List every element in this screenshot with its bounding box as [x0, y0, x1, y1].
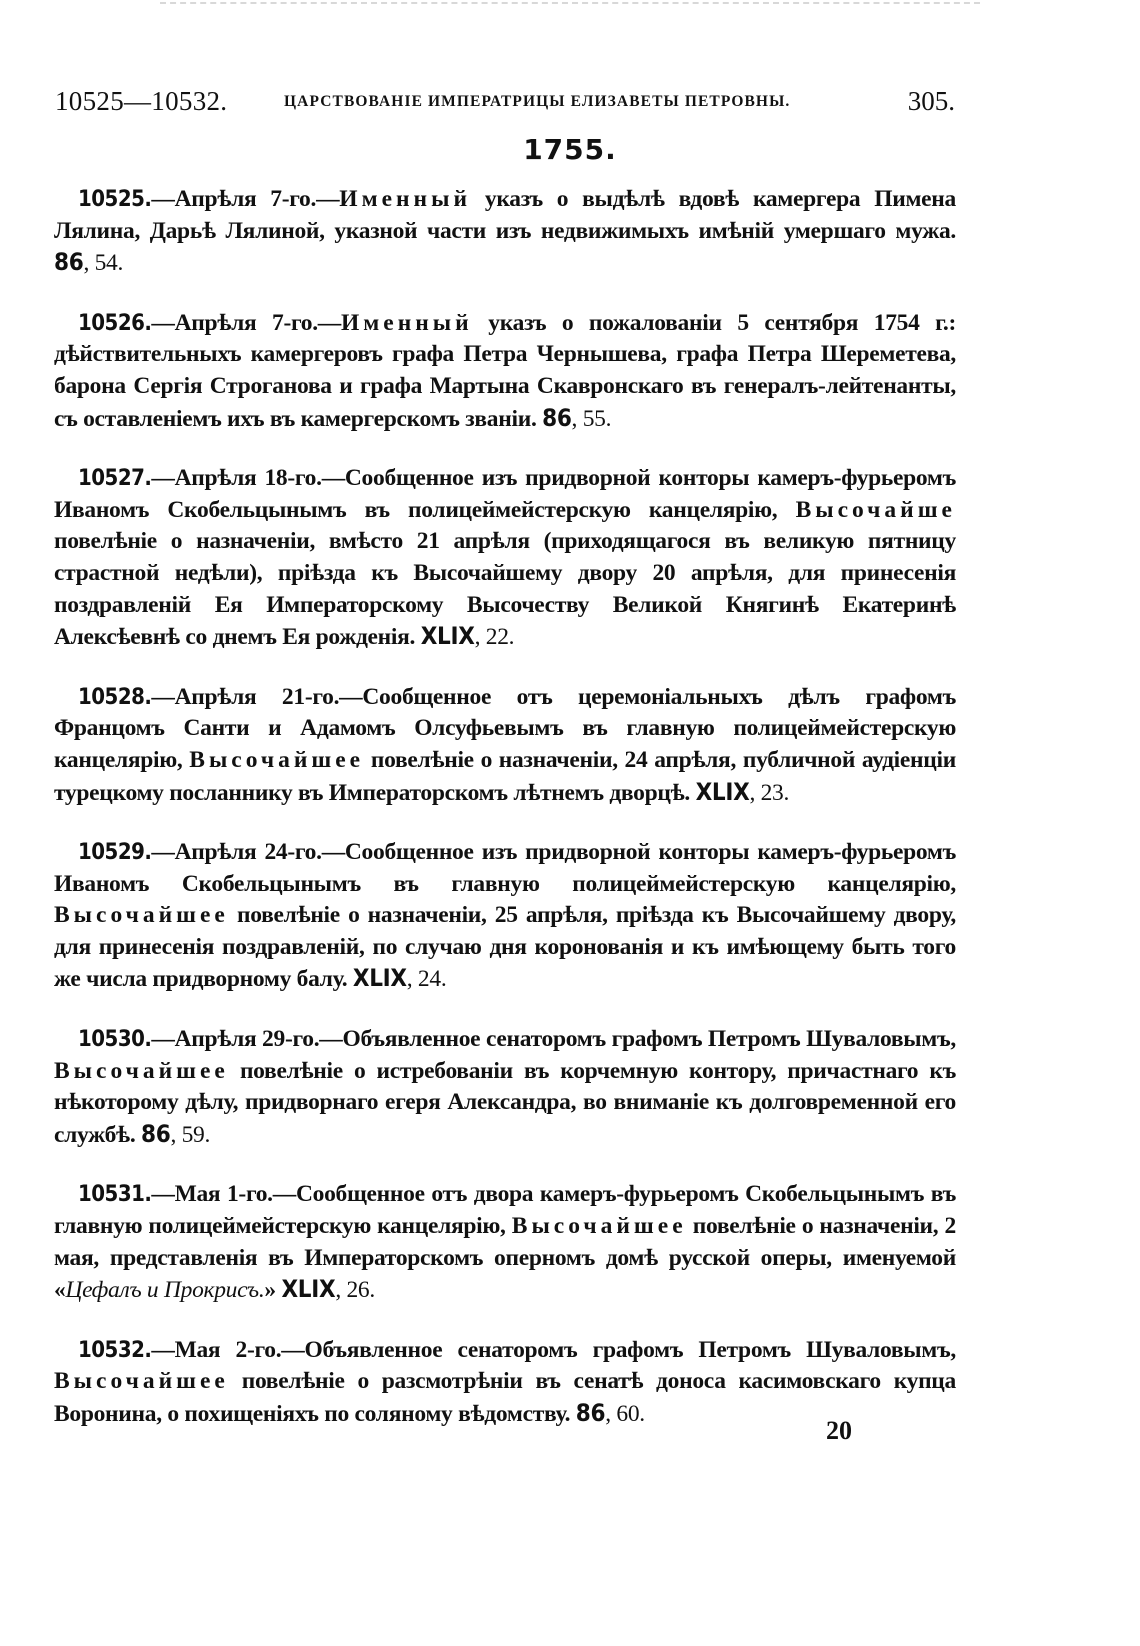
year-heading: 1755.	[523, 133, 617, 166]
entry-text: указъ о пожалованіи 5 сентября 1754 г.: дѣйствительныхъ камергеровъ графа Петра Чернышева, графа Петра Шереметева, барона Сергія Строганова и графа Мартына Скавронскаго въ генералъ-лейтенанты, съ оставленіемъ ихъ въ камергерскомъ званіи.	[54, 309, 957, 432]
printer-signature: 20	[826, 1416, 852, 1445]
entry-spaced-word: Высочайшее	[54, 1368, 229, 1395]
entry-number: 10531.	[78, 1182, 152, 1208]
entry-number: 10528.	[78, 684, 152, 710]
entry-spaced-word: Именный	[340, 309, 473, 336]
entry-text: повелѣніе о истребованіи въ корчемную контору, причастнаго къ нѣкоторому дѣлу, придворнаго егеря Александра, во вниманіе къ долговременной его службѣ.	[54, 1057, 956, 1148]
entry-range: 10525—10532.	[55, 86, 228, 116]
entry-text: —Апрѣля 7-го.—	[151, 186, 340, 212]
source-volume: 86	[54, 248, 84, 277]
source-volume: 86	[575, 1399, 606, 1427]
entry-text: —Апрѣля 21-го.—Сообщенное отъ церемоніальныхъ дѣлъ графомъ Францомъ Санти и Адамомъ Олсуфьевымъ въ главную полицеймейстерскую канцелярію,	[54, 683, 956, 773]
entry-number: 10530.	[78, 1027, 152, 1053]
source-volume: 86	[141, 1119, 171, 1148]
source-volume: XLIX	[420, 622, 475, 651]
entry	[54, 184, 956, 280]
entries-list	[54, 184, 956, 1459]
source-volume: XLIX	[281, 1275, 336, 1304]
opera-title: Цефалъ и Прокрисъ.	[65, 1277, 265, 1304]
entry-number: 10525.	[78, 187, 152, 212]
source-volume: XLIX	[695, 777, 750, 806]
source-page: , 55.	[571, 405, 612, 432]
entry-number: 10532.	[78, 1337, 152, 1363]
entry	[54, 463, 956, 654]
entry-spaced-word: Высочайшее	[54, 1057, 229, 1084]
source-volume: 86	[542, 403, 572, 432]
entry-text: —Апрѣля 29-го.—Объявленное сенаторомъ графомъ Петромъ Шуваловымъ,	[151, 1026, 956, 1053]
source-page: , 22.	[474, 624, 515, 651]
entry-text: —Мая 1-го.—Сообщенное отъ двора камеръ-фурьеромъ Скобельцынымъ въ главную полицеймейстерскую канцелярію,	[54, 1181, 956, 1240]
entry-text: повелѣніе о назначеніи, 2 мая, представленія въ Императорскомъ оперномъ домѣ русской оперы, именуемой «	[54, 1213, 956, 1304]
entry	[54, 1335, 956, 1431]
source-volume: XLIX	[352, 964, 407, 993]
entry-spaced-word: Высочайшее	[189, 746, 365, 773]
entry-text: »	[264, 1277, 282, 1304]
entry-number: 10526.	[78, 310, 152, 336]
scan-edge-divider	[160, 2, 980, 4]
entry-text: —Апрѣля 7-го.—	[151, 309, 341, 336]
source-page: , 26.	[335, 1277, 375, 1304]
entry	[54, 837, 956, 996]
entry-text: —Апрѣля 24-го.—Сообщенное изъ придворной конторы камеръ-фурьеромъ Иваномъ Скобельцынымъ въ главную полицеймейстерскую канцелярію,	[54, 839, 956, 897]
entry-text: —Мая 2-го.—Объявленное сенаторомъ графомъ Петромъ Шуваловымъ,	[151, 1336, 956, 1363]
page-number: 305.	[907, 86, 955, 116]
reign-title: ЦАРСТВОВАНІЕ ИМПЕРАТРИЦЫ ЕЛИЗАВЕТЫ ПЕТРОВНЫ.	[284, 93, 791, 110]
entry-text: —Апрѣля 18-го.—Сообщенное изъ придворной конторы камеръ-фурьеромъ Иваномъ Скобельцынымъ въ полицеймейстерскую канцелярію,	[54, 465, 956, 523]
entry	[54, 682, 956, 809]
entry-text: повелѣніе о разсмотрѣніи въ сенатѣ доноса касимовскаго купца Воронина, о похищеніяхъ по соляному вѣдомству.	[54, 1368, 956, 1427]
entry-text: повелѣніе о назначеніи, 25 апрѣля, пріѣзда къ Высочайшему двору, для принесенія поздравленій, по случаю дня коронованія и къ имѣющему быть того же числа придворному балу.	[54, 902, 956, 993]
entry-spaced-word: Высочайшее	[511, 1213, 687, 1240]
running-header	[55, 86, 955, 120]
entry-spaced-word: Высочайшее	[54, 902, 229, 929]
entry-text: повелѣніе о назначеніи, вмѣсто 21 апрѣля (приходящагося въ великую пятницу страстной недѣли), пріѣзда къ Высочайшему двору 20 апрѣля, для принесенія поздравленій Ея Императорскому Высочеству Великой Княгинѣ Екатеринѣ Алексѣевнѣ со днемъ Ея рожденія.	[54, 528, 956, 651]
entry	[54, 1024, 956, 1151]
entry-spaced-word: Именный	[339, 186, 471, 212]
entry-number: 10527.	[78, 466, 152, 492]
entry-number: 10529.	[78, 840, 152, 866]
source-page: , 54.	[83, 250, 124, 277]
entry-text: указъ о выдѣлѣ вдовѣ камергера Пимена Лялина, Дарьѣ Лялиной, указной части изъ недвижимыхъ имѣній умершаго мужа.	[54, 186, 956, 244]
source-page: , 24.	[406, 966, 447, 993]
source-page: , 60.	[605, 1401, 645, 1427]
source-page: , 59.	[170, 1121, 211, 1148]
entry-text: повелѣніе о назначеніи, 24 апрѣля, публичной аудіенціи турецкому посланнику въ Императорскомъ лѣтнемъ дворцѣ.	[54, 746, 956, 806]
source-page: , 23.	[749, 779, 790, 806]
entry	[54, 1179, 956, 1306]
entry-spaced-word: Высочайше	[795, 496, 956, 523]
entry	[54, 308, 956, 435]
